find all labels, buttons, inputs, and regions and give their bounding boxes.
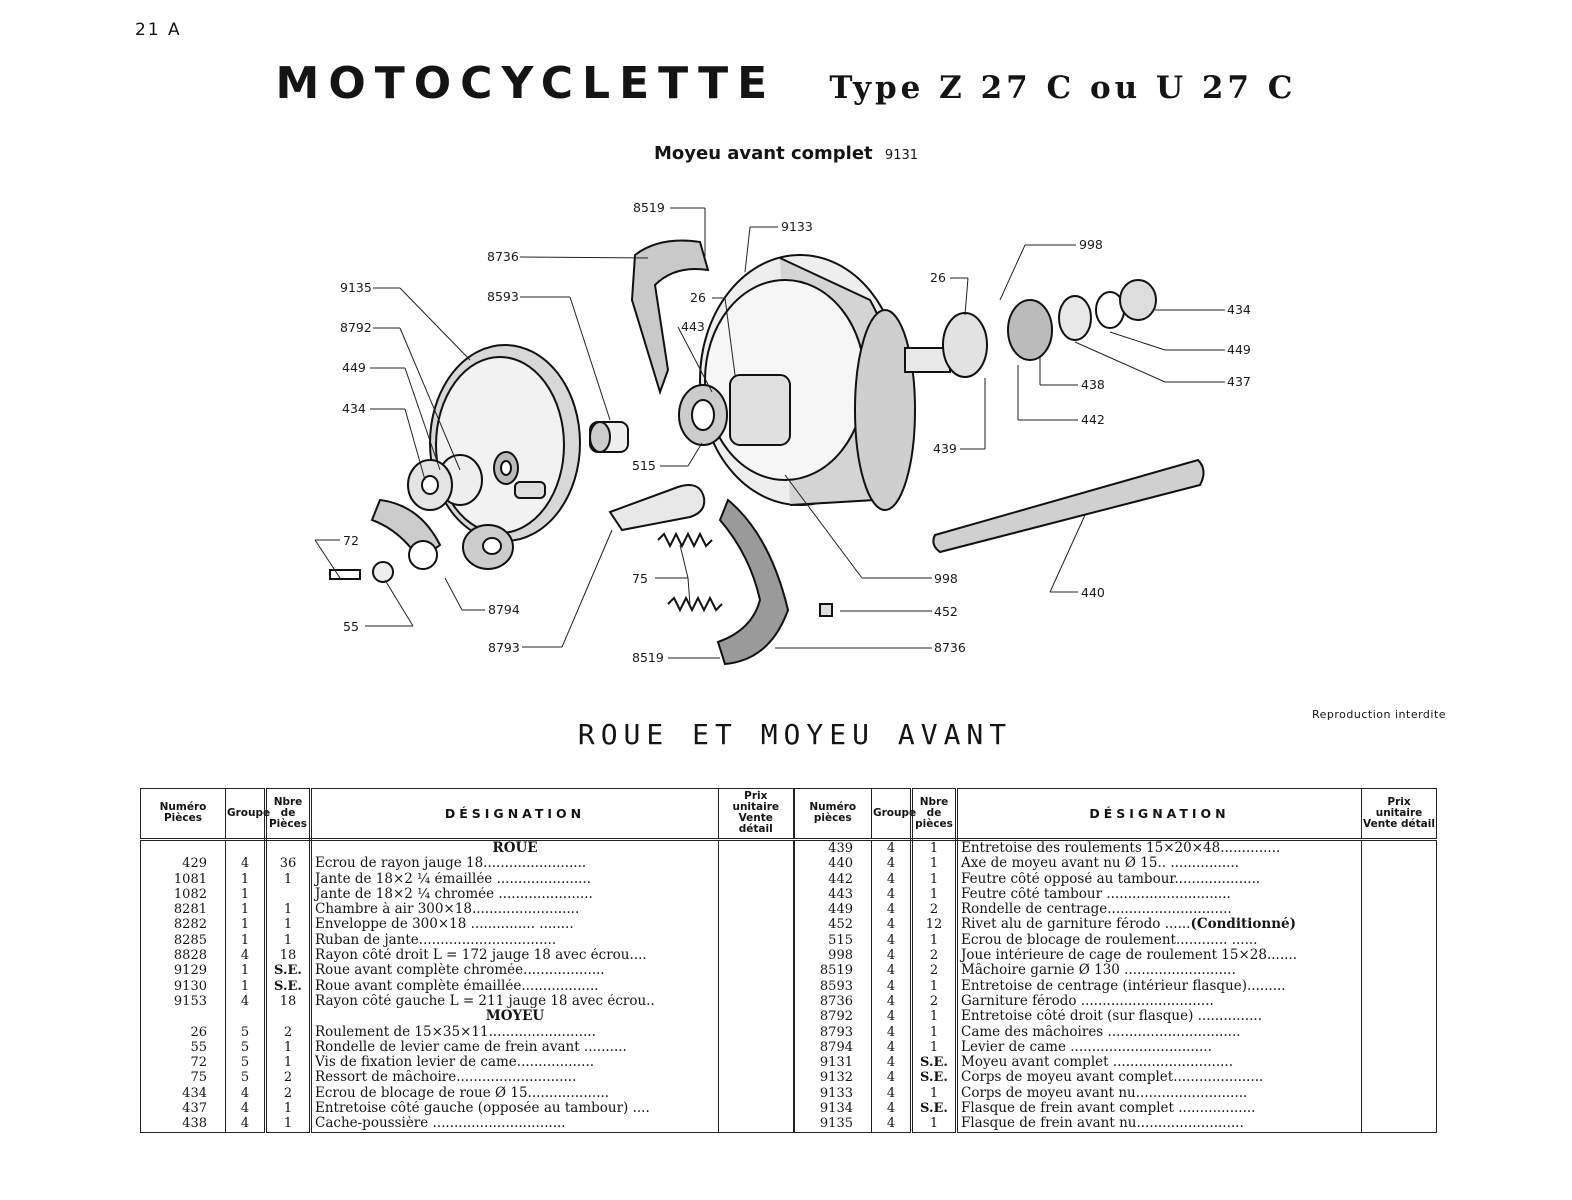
- left-price: [719, 902, 794, 917]
- right-group: 4: [872, 948, 912, 963]
- callout-440: 440: [1081, 585, 1105, 600]
- callout-434-left: 434: [342, 401, 366, 416]
- left-quantity: 1: [266, 1040, 311, 1055]
- left-price: [719, 1116, 794, 1132]
- left-group: 4: [226, 1116, 266, 1132]
- right-quantity: 2: [912, 948, 957, 963]
- right-quantity: 1: [912, 856, 957, 871]
- left-part-number: 429: [141, 856, 226, 871]
- left-designation: Roue avant complète émaillée..................: [311, 979, 719, 994]
- header-prix-right: Prix unitaire Vente détail: [1362, 789, 1437, 840]
- left-price: [719, 1101, 794, 1116]
- right-group: 4: [872, 979, 912, 994]
- left-group: 1: [226, 887, 266, 902]
- right-designation-text: Ecrou de blocage de roulement............ ......: [961, 932, 1258, 948]
- callout-75: 75: [632, 571, 648, 586]
- right-price: [1362, 902, 1437, 917]
- right-quantity: 1: [912, 1040, 957, 1055]
- left-part-number: 437: [141, 1101, 226, 1116]
- left-group: 1: [226, 902, 266, 917]
- left-group: 4: [226, 1086, 266, 1101]
- right-designation-text: Came des mâchoires ...............................: [961, 1024, 1241, 1040]
- left-designation: Jante de 18×2 ¼ émaillée ......................: [311, 872, 719, 887]
- right-designation: [957, 948, 1362, 963]
- callout-439: 439: [933, 441, 957, 456]
- left-quantity: 1: [266, 1116, 311, 1132]
- left-part-number: [141, 840, 226, 857]
- right-quantity: 1: [912, 1009, 957, 1024]
- right-price: [1362, 1101, 1437, 1116]
- left-group: 5: [226, 1025, 266, 1040]
- callout-72: 72: [343, 533, 359, 548]
- left-price: [719, 856, 794, 871]
- title-main: MOTOCYCLETTE: [275, 58, 777, 109]
- right-price: [1362, 856, 1437, 871]
- left-price: [719, 1086, 794, 1101]
- table-row: [141, 902, 1437, 917]
- left-price: [719, 933, 794, 948]
- callout-449-left: 449: [342, 360, 366, 375]
- right-quantity: 1: [912, 1025, 957, 1040]
- table-row: [141, 840, 1437, 857]
- right-designation: [957, 1055, 1362, 1070]
- left-part-number: [141, 1009, 226, 1024]
- right-designation-text: Rivet alu de garniture férodo ......: [961, 917, 1191, 933]
- right-part-number: 449: [794, 902, 872, 917]
- left-designation: Enveloppe de 300×18 ............... ........: [311, 917, 719, 932]
- callout-998-top: 998: [1079, 237, 1103, 252]
- right-designation: [957, 917, 1362, 932]
- header-designation-right: DÉSIGNATION: [957, 789, 1362, 840]
- right-group: 4: [872, 1070, 912, 1085]
- right-group: 4: [872, 1040, 912, 1055]
- left-quantity: 1: [266, 933, 311, 948]
- left-designation: Ecrou de rayon jauge 18........................: [311, 856, 719, 871]
- table-row: [141, 1086, 1437, 1101]
- parts-table-body: [141, 840, 1437, 1133]
- right-price: [1362, 963, 1437, 978]
- right-group: 4: [872, 856, 912, 871]
- right-designation: [957, 887, 1362, 902]
- right-designation: [957, 1040, 1362, 1055]
- right-group: 4: [872, 1101, 912, 1116]
- callout-449-right: 449: [1227, 342, 1251, 357]
- left-group: 4: [226, 1101, 266, 1116]
- subtitle-ref: 9131: [884, 148, 919, 163]
- callout-442: 442: [1081, 412, 1105, 427]
- right-group: 4: [872, 840, 912, 857]
- left-price: [719, 1040, 794, 1055]
- callout-8794: 8794: [488, 602, 520, 617]
- right-group: 4: [872, 994, 912, 1009]
- right-quantity: S.E.: [912, 1055, 957, 1070]
- left-quantity: [266, 887, 311, 902]
- right-quantity: 1: [912, 840, 957, 857]
- left-group: 5: [226, 1055, 266, 1070]
- right-designation: [957, 872, 1362, 887]
- right-designation-text: Feutre côté opposé au tambour....................: [961, 871, 1261, 887]
- left-part-number: 75: [141, 1070, 226, 1085]
- right-quantity: 1: [912, 1086, 957, 1101]
- right-part-number: 8519: [794, 963, 872, 978]
- right-group: 4: [872, 1116, 912, 1132]
- left-group: [226, 1009, 266, 1024]
- right-quantity: 2: [912, 994, 957, 1009]
- right-part-number: 9135: [794, 1116, 872, 1132]
- table-row: [141, 1070, 1437, 1085]
- left-part-number: 72: [141, 1055, 226, 1070]
- left-designation: Vis de fixation levier de came..................: [311, 1055, 719, 1070]
- section-title: ROUE ET MOYEU AVANT: [577, 718, 1013, 751]
- callout-434-right: 434: [1227, 302, 1251, 317]
- parts-drawing: [330, 241, 1204, 664]
- right-part-number: 440: [794, 856, 872, 871]
- table-row: [141, 1116, 1437, 1132]
- callout-8519-bottom: 8519: [632, 650, 664, 665]
- right-group: 4: [872, 963, 912, 978]
- left-quantity: 1: [266, 1101, 311, 1116]
- right-quantity: 1: [912, 887, 957, 902]
- right-designation-text: Levier de came .................................: [961, 1039, 1212, 1055]
- right-designation-text: Entretoise côté droit (sur flasque) ...............: [961, 1009, 1263, 1025]
- right-designation-text: Rondelle de centrage.............................: [961, 902, 1232, 918]
- right-designation: [957, 1101, 1362, 1116]
- left-group: 5: [226, 1070, 266, 1085]
- left-price: [719, 1070, 794, 1085]
- right-designation-text: Garniture férodo ...............................: [961, 993, 1214, 1009]
- right-designation-text: Joue intérieure de cage de roulement 15×28.......: [961, 948, 1297, 964]
- left-part-number: 9153: [141, 994, 226, 1009]
- title-type: Type Z 27 C ou U 27 C: [829, 70, 1297, 106]
- right-group: 4: [872, 1055, 912, 1070]
- left-designation: Ressort de mâchoire............................: [311, 1070, 719, 1085]
- header-designation-left: DÉSIGNATION: [311, 789, 719, 840]
- right-part-number: 9132: [794, 1070, 872, 1085]
- left-designation: Entretoise côté gauche (opposée au tambour) ....: [311, 1101, 719, 1116]
- table-row: [141, 917, 1437, 932]
- right-price: [1362, 1116, 1437, 1132]
- left-quantity: 1: [266, 1055, 311, 1070]
- right-designation-text: Corps de moyeu avant complet.....................: [961, 1070, 1264, 1086]
- left-quantity: S.E.: [266, 963, 311, 978]
- left-quantity: 2: [266, 1070, 311, 1085]
- left-designation: Roue avant complète chromée...................: [311, 963, 719, 978]
- callout-452: 452: [934, 604, 958, 619]
- right-group: 4: [872, 1086, 912, 1101]
- callout-515: 515: [632, 458, 656, 473]
- table-row: [141, 872, 1437, 887]
- right-part-number: 442: [794, 872, 872, 887]
- right-designation: [957, 1070, 1362, 1085]
- right-quantity: 1: [912, 1116, 957, 1132]
- left-designation: Jante de 18×2 ¼ chromée ......................: [311, 887, 719, 902]
- right-designation: [957, 1116, 1362, 1132]
- callout-8736-bottom: 8736: [934, 640, 966, 655]
- left-group: 4: [226, 948, 266, 963]
- header-numero-right: Numéro pièces: [794, 789, 872, 840]
- left-designation: Ruban de jante................................: [311, 933, 719, 948]
- right-quantity: 1: [912, 979, 957, 994]
- right-designation: [957, 1025, 1362, 1040]
- right-part-number: 998: [794, 948, 872, 963]
- left-designation: Rayon côté gauche L = 211 jauge 18 avec écrou..: [311, 994, 719, 1009]
- right-part-number: 9131: [794, 1055, 872, 1070]
- left-part-number: 55: [141, 1040, 226, 1055]
- right-designation: [957, 1086, 1362, 1101]
- right-part-number: 452: [794, 917, 872, 932]
- right-price: [1362, 1086, 1437, 1101]
- right-quantity: S.E.: [912, 1070, 957, 1085]
- right-designation-text: Flasque de frein avant nu.........................: [961, 1116, 1244, 1132]
- right-designation: [957, 979, 1362, 994]
- left-part-number: 434: [141, 1086, 226, 1101]
- header-prix-left: Prix unitaire Vente détail: [719, 789, 794, 840]
- right-designation-text: Mâchoire garnie Ø 130 ..........................: [961, 963, 1236, 979]
- left-group: 1: [226, 963, 266, 978]
- table-row: [141, 856, 1437, 871]
- left-price: [719, 994, 794, 1009]
- left-price: [719, 872, 794, 887]
- right-group: 4: [872, 917, 912, 932]
- table-row: [141, 1025, 1437, 1040]
- left-quantity: 1: [266, 902, 311, 917]
- left-quantity: [266, 840, 311, 857]
- right-quantity: 1: [912, 872, 957, 887]
- right-designation: [957, 856, 1362, 871]
- left-quantity: 18: [266, 994, 311, 1009]
- right-price: [1362, 948, 1437, 963]
- right-price: [1362, 994, 1437, 1009]
- left-part-number: 1081: [141, 872, 226, 887]
- callout-55: 55: [343, 619, 359, 634]
- left-part-number: 8281: [141, 902, 226, 917]
- right-price: [1362, 1070, 1437, 1085]
- right-part-number: 9134: [794, 1101, 872, 1116]
- left-quantity: 2: [266, 1086, 311, 1101]
- right-price: [1362, 933, 1437, 948]
- left-price: [719, 917, 794, 932]
- left-price: [719, 948, 794, 963]
- left-part-number: 9130: [141, 979, 226, 994]
- left-quantity: 36: [266, 856, 311, 871]
- callout-8593: 8593: [487, 289, 519, 304]
- left-part-number: 1082: [141, 887, 226, 902]
- left-quantity: 2: [266, 1025, 311, 1040]
- left-part-number: 9129: [141, 963, 226, 978]
- left-price: [719, 1055, 794, 1070]
- header-numero-left: Numéro Pièces: [141, 789, 226, 840]
- left-price: [719, 963, 794, 978]
- right-group: 4: [872, 1025, 912, 1040]
- right-price: [1362, 917, 1437, 932]
- table-header-row: [141, 789, 1437, 840]
- callout-437: 437: [1227, 374, 1251, 389]
- left-group: 4: [226, 856, 266, 871]
- table-row: [141, 1040, 1437, 1055]
- right-part-number: 439: [794, 840, 872, 857]
- header-nbre-left: Nbre de Pièces: [266, 789, 311, 840]
- callout-8793: 8793: [488, 640, 520, 655]
- right-designation-text: Entretoise des roulements 15×20×48..............: [961, 840, 1281, 856]
- right-quantity: 2: [912, 902, 957, 917]
- header-nbre-right: Nbre de pièces: [912, 789, 957, 840]
- right-designation-text: Axe de moyeu avant nu Ø 15.. ................: [961, 856, 1239, 872]
- right-designation: [957, 840, 1362, 857]
- right-designation: [957, 994, 1362, 1009]
- left-part-number: 438: [141, 1116, 226, 1132]
- left-group: 1: [226, 933, 266, 948]
- left-quantity: [266, 1009, 311, 1024]
- table-row: [141, 979, 1437, 994]
- parts-table: [140, 788, 1437, 1133]
- callout-8736-top: 8736: [487, 249, 519, 264]
- right-designation: [957, 1009, 1362, 1024]
- right-group: 4: [872, 1009, 912, 1024]
- right-price: [1362, 1009, 1437, 1024]
- right-price: [1362, 979, 1437, 994]
- callout-26-right: 26: [930, 270, 946, 285]
- table-row: [141, 1101, 1437, 1116]
- left-designation: Rondelle de levier came de frein avant ..........: [311, 1040, 719, 1055]
- right-part-number: 515: [794, 933, 872, 948]
- right-designation: [957, 902, 1362, 917]
- left-price: [719, 979, 794, 994]
- left-quantity: 18: [266, 948, 311, 963]
- left-price: [719, 840, 794, 857]
- table-row: [141, 1055, 1437, 1070]
- callout-438: 438: [1081, 377, 1105, 392]
- right-designation-text: Moyeu avant complet ............................: [961, 1055, 1233, 1071]
- right-quantity: 1: [912, 933, 957, 948]
- left-designation: Roulement de 15×35×11.........................: [311, 1025, 719, 1040]
- right-designation-text: Flasque de frein avant complet ..................: [961, 1101, 1256, 1117]
- left-group: 1: [226, 917, 266, 932]
- right-group: 4: [872, 887, 912, 902]
- right-price: [1362, 1025, 1437, 1040]
- table-row: [141, 1009, 1437, 1024]
- right-part-number: 8793: [794, 1025, 872, 1040]
- right-part-number: 8736: [794, 994, 872, 1009]
- left-part-number: 26: [141, 1025, 226, 1040]
- right-part-number: 8794: [794, 1040, 872, 1055]
- left-group: 1: [226, 979, 266, 994]
- table-row: [141, 963, 1437, 978]
- category-heading: MOYEU: [311, 1009, 719, 1024]
- right-quantity: 2: [912, 963, 957, 978]
- right-price: [1362, 887, 1437, 902]
- right-part-number: 9133: [794, 1086, 872, 1101]
- left-designation: Ecrou de blocage de roue Ø 15...................: [311, 1086, 719, 1101]
- left-price: [719, 887, 794, 902]
- subtitle-label: Moyeu avant complet: [653, 143, 873, 164]
- header-groupe-left: Groupe: [226, 789, 266, 840]
- right-part-number: 443: [794, 887, 872, 902]
- right-designation: [957, 933, 1362, 948]
- left-designation: Cache-poussière ...............................: [311, 1116, 719, 1132]
- callout-998-bottom: 998: [934, 571, 958, 586]
- right-price: [1362, 1040, 1437, 1055]
- right-group: 4: [872, 902, 912, 917]
- left-group: 5: [226, 1040, 266, 1055]
- right-designation-text: Entretoise de centrage (intérieur flasque).........: [961, 978, 1286, 994]
- table-row: [141, 994, 1437, 1009]
- right-quantity: 12: [912, 917, 957, 932]
- left-quantity: 1: [266, 872, 311, 887]
- left-part-number: 8285: [141, 933, 226, 948]
- left-price: [719, 1009, 794, 1024]
- left-group: [226, 840, 266, 857]
- reproduction-notice: Reproduction interdite: [1312, 708, 1447, 721]
- callout-8519-top: 8519: [633, 200, 665, 215]
- table-row: [141, 887, 1437, 902]
- callout-443: 443: [681, 319, 705, 334]
- left-part-number: 8282: [141, 917, 226, 932]
- right-quantity: S.E.: [912, 1101, 957, 1116]
- left-group: 4: [226, 994, 266, 1009]
- left-designation: Chambre à air 300×18.........................: [311, 902, 719, 917]
- table-row: [141, 933, 1437, 948]
- right-group: 4: [872, 933, 912, 948]
- callout-9135: 9135: [340, 280, 372, 295]
- left-part-number: 8828: [141, 948, 226, 963]
- right-part-number: 8593: [794, 979, 872, 994]
- page-number: 21 A: [135, 20, 182, 40]
- left-quantity: S.E.: [266, 979, 311, 994]
- right-price: [1362, 840, 1437, 857]
- left-designation: Rayon côté droit L = 172 jauge 18 avec écrou....: [311, 948, 719, 963]
- callout-8792: 8792: [340, 320, 372, 335]
- right-designation: [957, 963, 1362, 978]
- left-group: 1: [226, 872, 266, 887]
- right-part-number: 8792: [794, 1009, 872, 1024]
- right-group: 4: [872, 872, 912, 887]
- category-heading: ROUE: [311, 840, 719, 857]
- right-designation-note: (Conditionné): [1190, 917, 1296, 933]
- right-price: [1362, 1055, 1437, 1070]
- callout-26-center: 26: [690, 290, 706, 305]
- callout-9133: 9133: [781, 219, 813, 234]
- right-designation-text: Feutre côté tambour .............................: [961, 886, 1231, 902]
- left-price: [719, 1025, 794, 1040]
- right-designation-text: Corps de moyeu avant nu..........................: [961, 1085, 1248, 1101]
- header-groupe-right: Groupe: [872, 789, 912, 840]
- left-quantity: 1: [266, 917, 311, 932]
- table-row: [141, 948, 1437, 963]
- right-price: [1362, 872, 1437, 887]
